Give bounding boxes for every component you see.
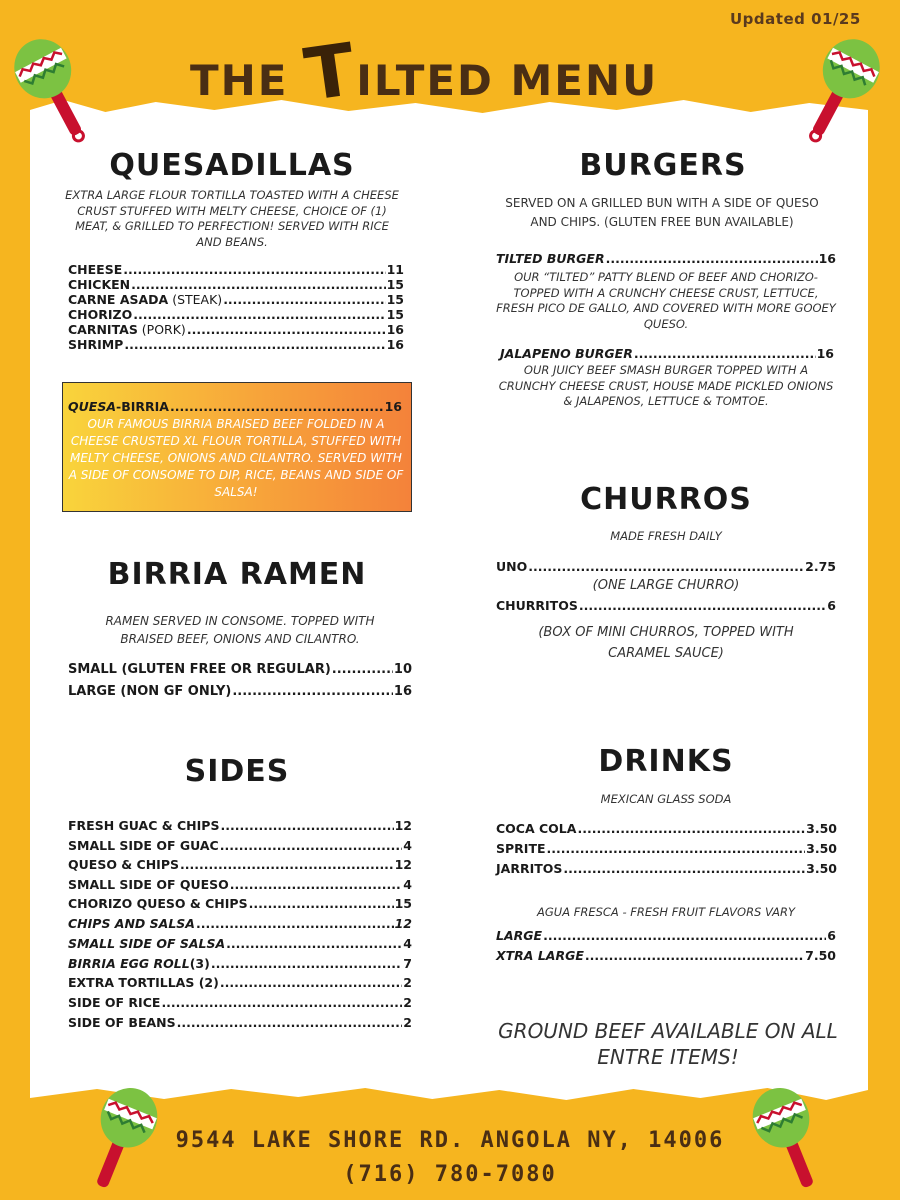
menu-item: CHORIZO ..... 15 xyxy=(68,307,404,322)
sides-heading: SIDES xyxy=(184,754,290,789)
menu-item: SMALL SIDE OF SALSA ..... 4 xyxy=(68,936,412,951)
quesadillas-heading: QUESADILLAS xyxy=(109,148,355,183)
agua-desc: AGUA FRESCA - FRESH FRUIT FLAVORS VARY xyxy=(537,905,795,919)
page-title xyxy=(190,26,750,118)
burger-desc: OUR “TILTED” PATTY BLEND OF BEEF AND CHORIZO- TOPPED WITH A CRUNCHY CHEESE CRUST, LETTUCE, FRESH PICO DE GALLO, AND COVERED WITH MORE GOOEY QUESO. xyxy=(496,270,836,331)
menu-item: JALAPENO BURGER ..... 16 xyxy=(500,346,834,361)
maraca-icon xyxy=(800,30,880,150)
menu-item: LARGE (NON GF ONLY) ..... 16 xyxy=(68,684,412,699)
menu-item: CARNITAS (PORK) ..... 16 xyxy=(68,322,404,337)
quesadillas-desc: EXTRA LARGE FLOUR TORTILLA TOASTED WITH A CHEESE CRUST STUFFED WITH MELTY CHEESE, CHOICE OF (1) MEAT, & GRILLED TO PERFECTION! SERVED WITH RICE AND BEANS. xyxy=(65,188,399,249)
burgers-heading: BURGERS xyxy=(579,148,747,183)
menu-item: CHIPS AND SALSA ..... 12 xyxy=(68,916,412,931)
churro-note: (ONE LARGE CHURRO) xyxy=(592,578,740,593)
ramen-desc: RAMEN SERVED IN CONSOME. TOPPED WITH BRAISED BEEF, ONIONS AND CILANTRO. xyxy=(105,614,375,646)
menu-item: EXTRA TORTILLAS (2) ..... 2 xyxy=(68,975,412,990)
churros-desc: MADE FRESH DAILY xyxy=(610,529,722,543)
menu-item-quesabirria: QUESA-BIRRIA ..... 16 xyxy=(68,399,402,414)
menu-item: BIRRIA EGG ROLL(3) ..... 7 xyxy=(68,956,412,971)
menu-item: SHRIMP ..... 16 xyxy=(68,337,404,352)
churro-note: (BOX OF MINI CHURROS, TOPPED WITH CARAMEL SAUCE) xyxy=(538,625,794,661)
updated-date: Updated 01/25 xyxy=(730,10,861,28)
menu-item: QUESO & CHIPS ..... 12 xyxy=(68,857,412,872)
quesabirria-desc: OUR FAMOUS BIRRIA BRAISED BEEF FOLDED IN A CHEESE CRUSTED XL FLOUR TORTILLA, STUFFED WITH MELTY CHEESE, ONIONS AND CILANTRO. SERVED WITH A SIDE OF CONSOME TO DIP, RICE, BEANS AND SIDE OF SALSA! xyxy=(68,417,404,499)
menu-item: LARGE ..... 6 xyxy=(496,928,836,943)
menu-item: SMALL SIDE OF QUESO ..... 4 xyxy=(68,877,412,892)
menu-item: CHURRITOS ..... 6 xyxy=(496,598,836,613)
maraca-icon xyxy=(14,30,94,150)
title-post: ILTED MENU xyxy=(356,56,659,105)
menu-item: SPRITE ..... 3.50 xyxy=(496,841,837,856)
menu-item: CHORIZO QUESO & CHIPS ..... 15 xyxy=(68,896,412,911)
menu-item: COCA COLA ..... 3.50 xyxy=(496,821,837,836)
footer-address: 9544 LAKE SHORE RD. ANGOLA NY, 14006 xyxy=(175,1128,725,1153)
burger-desc: OUR JUICY BEEF SMASH BURGER TOPPED WITH A CRUNCHY CHEESE CRUST, HOUSE MADE PICKLED ONIONS & JALAPENOS, LETTUCE & TOMTOE. xyxy=(498,363,834,408)
title-big-letter: T xyxy=(299,26,363,118)
ramen-heading: BIRRIA RAMEN xyxy=(107,557,367,592)
soda-desc: MEXICAN GLASS SODA xyxy=(600,792,732,806)
churros-heading: CHURROS xyxy=(580,482,752,517)
menu-item: SMALL SIDE OF GUAC ..... 4 xyxy=(68,838,412,853)
ground-beef-note: GROUND BEEF AVAILABLE ON ALL ENTRE ITEMS! xyxy=(498,1019,838,1069)
footer-phone: (716) 780-7080 xyxy=(343,1162,557,1187)
menu-item: SIDE OF RICE ..... 2 xyxy=(68,995,412,1010)
menu-item: CHICKEN ..... 15 xyxy=(68,277,404,292)
menu-item: UNO ..... 2.75 xyxy=(496,559,836,574)
menu-item: XTRA LARGE ..... 7.50 xyxy=(496,948,836,963)
menu-item: JARRITOS ..... 3.50 xyxy=(496,861,837,876)
title-pre: THE xyxy=(190,56,306,105)
menu-item: SIDE OF BEANS ..... 2 xyxy=(68,1015,412,1030)
menu-item: FRESH GUAC & CHIPS ..... 12 xyxy=(68,818,412,833)
menu-item: CARNE ASADA (STEAK) ..... 15 xyxy=(68,292,404,307)
menu-item: TILTED BURGER ..... 16 xyxy=(496,251,836,266)
burgers-desc: SERVED ON A GRILLED BUN WITH A SIDE OF QUESO AND CHIPS. (GLUTEN FREE BUN AVAILABLE) xyxy=(505,196,819,229)
menu-item: SMALL (GLUTEN FREE OR REGULAR) ..... 10 xyxy=(68,662,412,677)
menu-item: CHEESE ..... 11 xyxy=(68,262,404,277)
drinks-heading: DRINKS xyxy=(598,744,734,779)
